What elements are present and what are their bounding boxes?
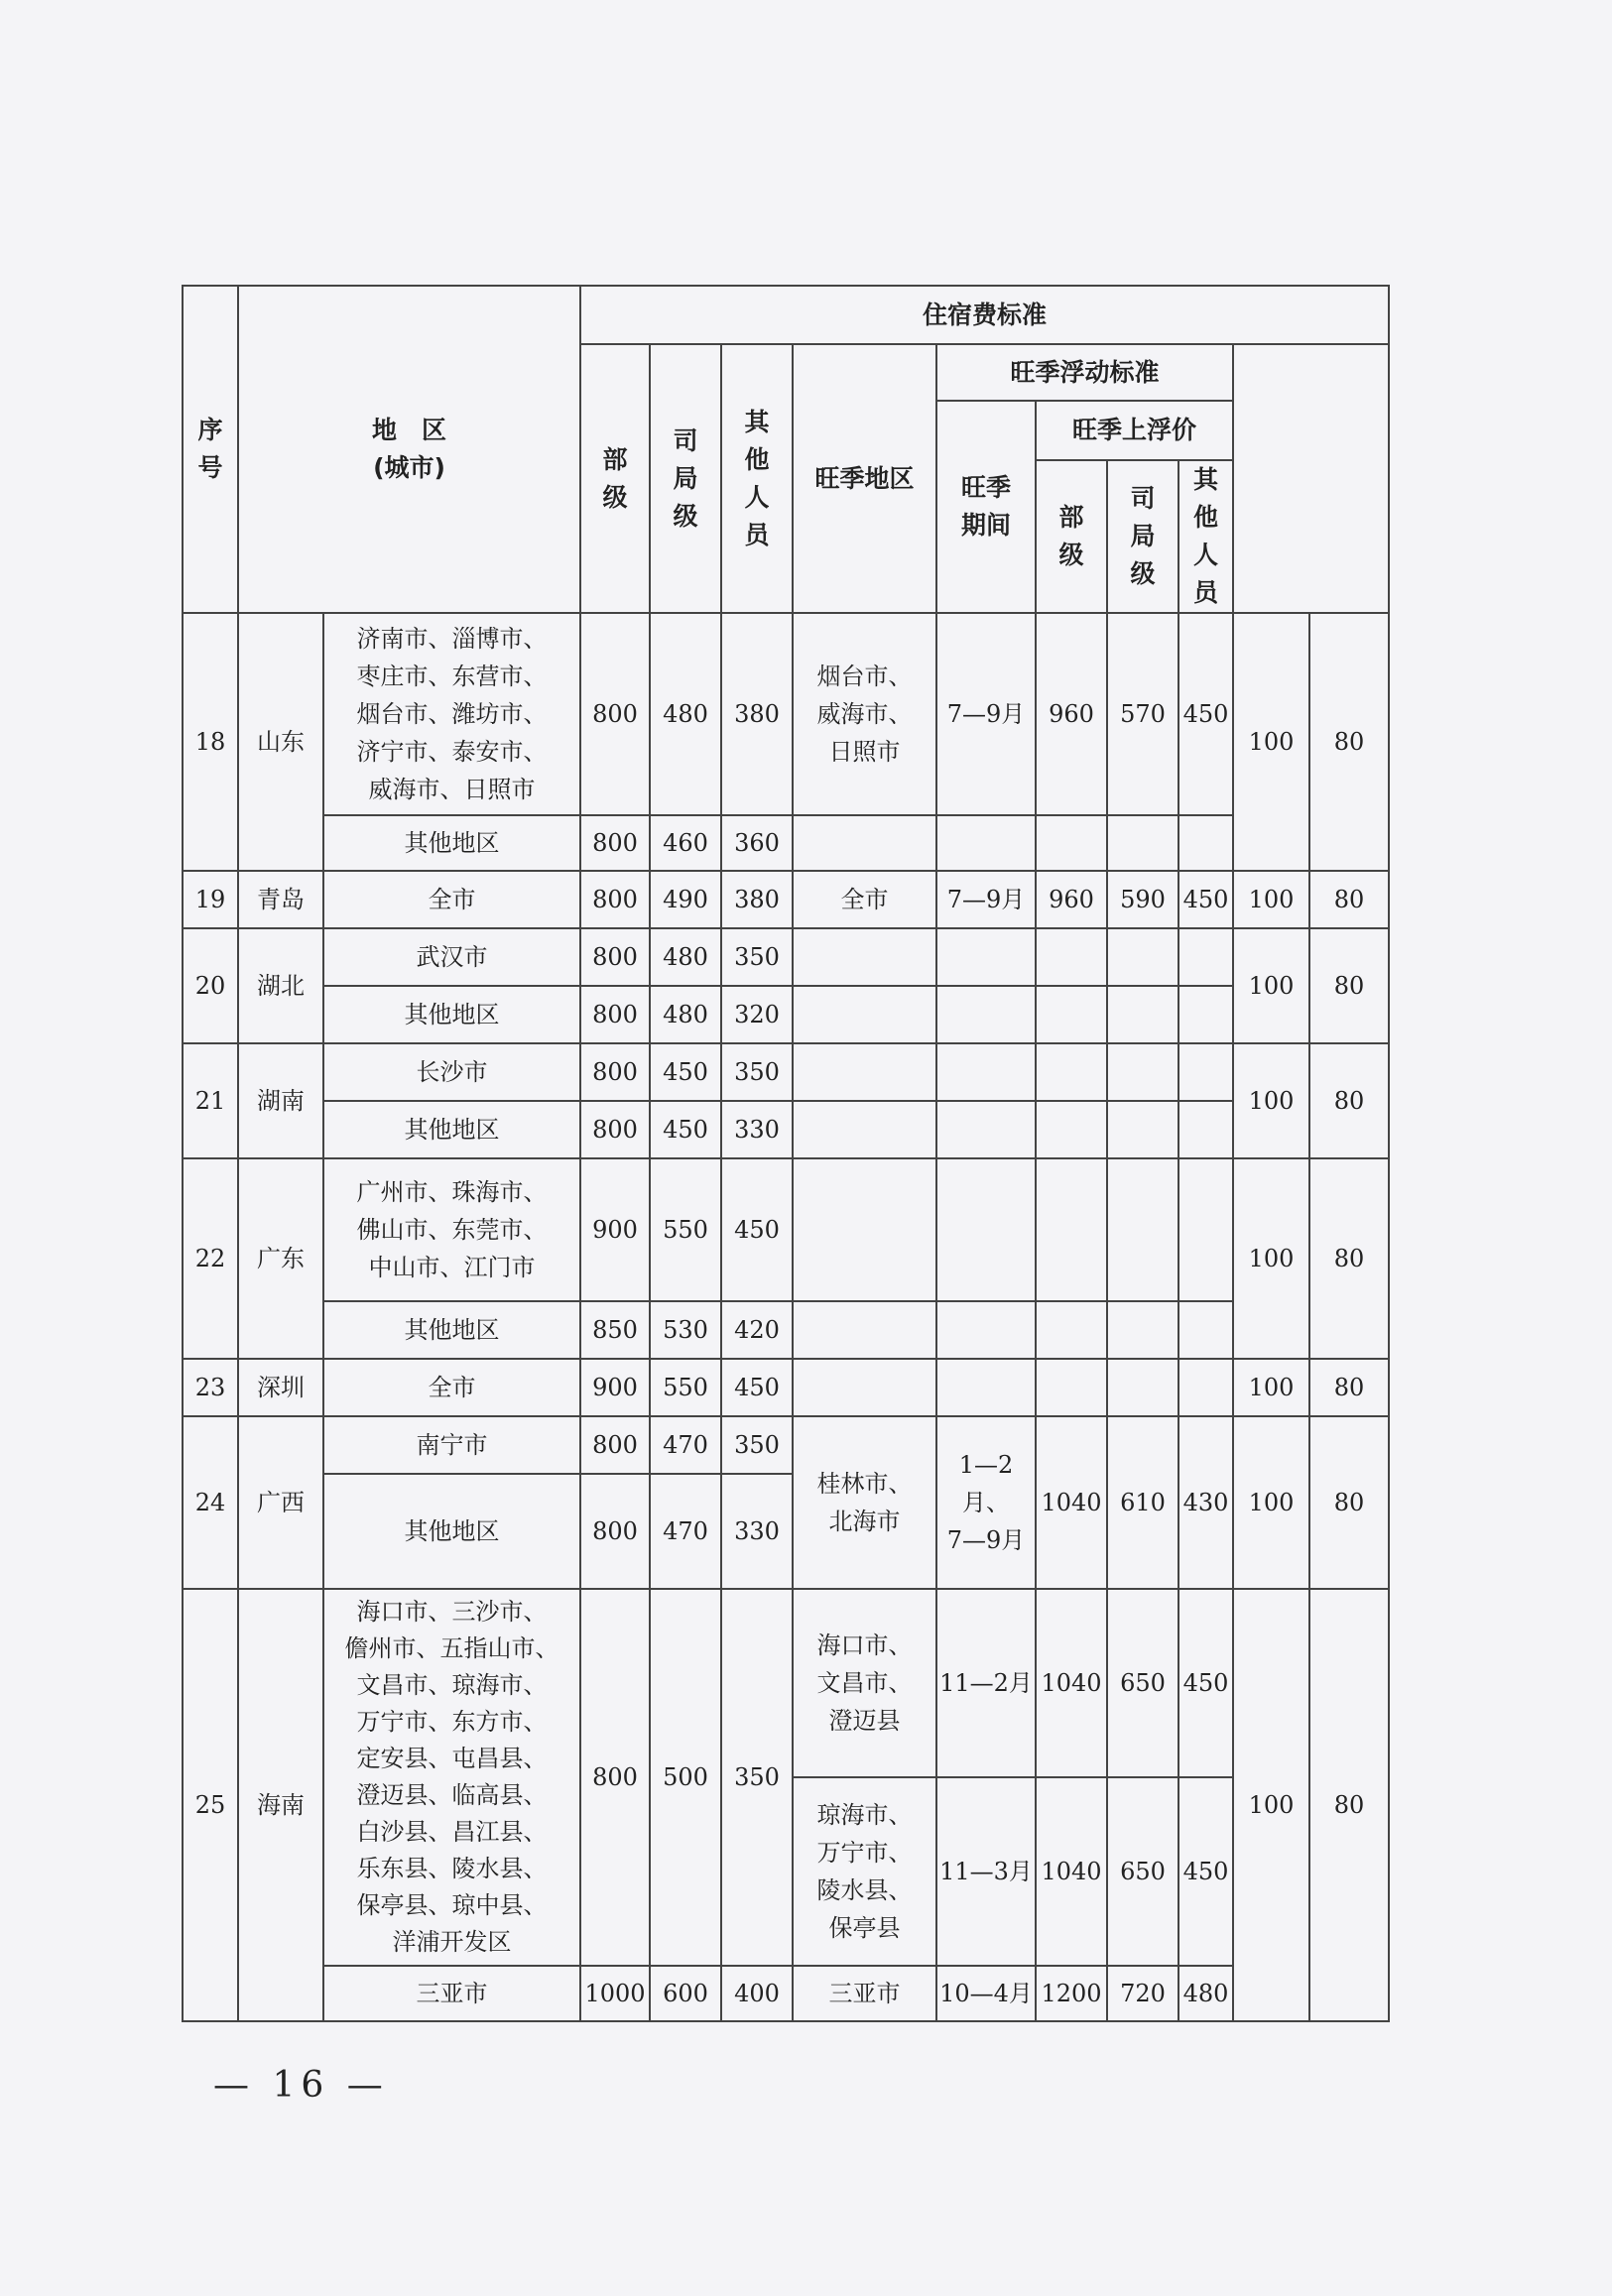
meal-allowance: 100 [1233,1043,1309,1158]
empty-cell [1036,1158,1107,1301]
peak-region: 全市 [793,871,936,928]
header-peak-others: 其他人员 [1178,460,1233,613]
table-row [183,1416,1389,1474]
ministry-rate: 850 [580,1301,650,1359]
ministry-rate: 800 [580,815,650,871]
empty-cell [1178,928,1233,986]
misc-fee: 80 [1309,928,1389,1043]
province-name: 湖北 [238,928,323,1043]
peak-period: 1—2月、 7—9月 [936,1416,1036,1589]
row-number: 24 [183,1416,238,1589]
row-number: 19 [183,871,238,928]
peak-ministry-rate: 1040 [1036,1777,1107,1966]
city-list: 海口市、三沙市、 儋州市、五指山市、 文昌市、琼海市、 万宁市、东方市、 定安县、屯昌县、 澄迈县、临高县、 白沙县、昌江县、 乐东县、陵水县、 保亭县、琼中县、 洋浦开发区 [323,1589,580,1966]
empty-cell [1178,1101,1233,1158]
empty-cell [1178,1359,1233,1416]
peak-ministry-rate: 1200 [1036,1966,1107,2021]
table-row [183,1101,1389,1158]
peak-region: 海口市、 文昌市、 澄迈县 [793,1589,936,1777]
others-rate: 450 [721,1359,793,1416]
province-name: 湖南 [238,1043,323,1158]
misc-fee: 80 [1309,613,1389,871]
city-list: 三亚市 [323,1966,580,2021]
empty-cell [1107,1359,1178,1416]
others-rate: 450 [721,1158,793,1301]
table-row [183,1966,1389,2021]
empty-cell [1178,986,1233,1043]
bureau-rate: 450 [650,1101,721,1158]
ministry-rate: 900 [580,1158,650,1301]
empty-cell [793,928,936,986]
table-row [183,986,1389,1043]
lodging-fee-table [182,285,1390,2022]
peak-ministry-rate: 1040 [1036,1416,1107,1589]
bureau-rate: 480 [650,986,721,1043]
empty-cell [936,815,1036,871]
province-name: 山东 [238,613,323,871]
empty-cell [1107,986,1178,1043]
empty-cell [1107,1301,1178,1359]
row-number: 23 [183,1359,238,1416]
peak-bureau-rate: 590 [1107,871,1178,928]
empty-cell [1178,1301,1233,1359]
city-list: 全市 [323,1359,580,1416]
peak-bureau-rate: 650 [1107,1777,1178,1966]
province-name: 青岛 [238,871,323,928]
header-others: 其他人员 [721,344,793,613]
ministry-rate: 800 [580,1416,650,1474]
others-rate: 350 [721,1416,793,1474]
header-ministry: 部级 [580,344,650,613]
peak-ministry-rate: 960 [1036,613,1107,815]
peak-ministry-rate: 1040 [1036,1589,1107,1777]
peak-others-rate: 450 [1178,1777,1233,1966]
empty-cell [793,986,936,1043]
peak-others-rate: 430 [1178,1416,1233,1589]
bureau-rate: 480 [650,928,721,986]
others-rate: 350 [721,928,793,986]
province-name: 广东 [238,1158,323,1359]
header-region: 地 区 (城市) [238,286,580,613]
others-rate: 330 [721,1474,793,1589]
meal-allowance: 100 [1233,1416,1309,1589]
city-list: 长沙市 [323,1043,580,1101]
bureau-rate: 600 [650,1966,721,2021]
empty-cell [793,1158,936,1301]
row-number: 22 [183,1158,238,1359]
ministry-rate: 800 [580,1474,650,1589]
peak-ministry-rate: 960 [1036,871,1107,928]
page-number: — 16 — [213,2065,389,2106]
meal-allowance: 100 [1233,1158,1309,1359]
bureau-rate: 550 [650,1158,721,1301]
peak-others-rate: 450 [1178,613,1233,815]
row-number: 18 [183,613,238,871]
city-list: 其他地区 [323,815,580,871]
province-name: 海南 [238,1589,323,2021]
ministry-rate: 800 [580,871,650,928]
empty-cell [1036,815,1107,871]
others-rate: 350 [721,1043,793,1101]
peak-region: 琼海市、 万宁市、 陵水县、 保亭县 [793,1777,936,1966]
misc-fee: 80 [1309,1158,1389,1359]
bureau-rate: 470 [650,1474,721,1589]
empty-cell [793,1101,936,1158]
others-rate: 330 [721,1101,793,1158]
table-row [183,1359,1389,1416]
table-row [183,928,1389,986]
header-peak-period: 旺季期间 [936,401,1036,613]
city-list: 其他地区 [323,986,580,1043]
meal-allowance: 100 [1233,613,1309,871]
bureau-rate: 530 [650,1301,721,1359]
ministry-rate: 800 [580,928,650,986]
others-rate: 400 [721,1966,793,2021]
table-row [183,815,1389,871]
peak-bureau-rate: 570 [1107,613,1178,815]
empty-cell [1107,1043,1178,1101]
city-list: 其他地区 [323,1301,580,1359]
misc-fee: 80 [1309,1416,1389,1589]
table-row [183,871,1389,928]
empty-cell [936,1101,1036,1158]
row-number: 20 [183,928,238,1043]
ministry-rate: 900 [580,1359,650,1416]
empty-cell [1178,1158,1233,1301]
peak-bureau-rate: 650 [1107,1589,1178,1777]
row-number: 25 [183,1589,238,2021]
ministry-rate: 800 [580,986,650,1043]
header-lodging: 住宿费标准 [580,286,1389,344]
header-peak-bureau: 司局级 [1107,460,1178,613]
empty-cell [1178,815,1233,871]
empty-cell [1107,815,1178,871]
empty-cell [1036,1359,1107,1416]
province-name: 深圳 [238,1359,323,1416]
bureau-rate: 500 [650,1589,721,1966]
peak-period: 7—9月 [936,613,1036,815]
misc-fee: 80 [1309,1589,1389,2021]
others-rate: 380 [721,613,793,815]
empty-cell [793,815,936,871]
table-row [183,1589,1389,1777]
bureau-rate: 550 [650,1359,721,1416]
empty-cell [936,1043,1036,1101]
ministry-rate: 800 [580,1043,650,1101]
province-name: 广西 [238,1416,323,1589]
table-row [183,1301,1389,1359]
city-list: 全市 [323,871,580,928]
bureau-rate: 490 [650,871,721,928]
peak-region: 烟台市、 威海市、 日照市 [793,613,936,815]
empty-cell [1036,1043,1107,1101]
others-rate: 320 [721,986,793,1043]
others-rate: 350 [721,1589,793,1966]
empty-cell [936,1359,1036,1416]
others-rate: 360 [721,815,793,871]
meal-allowance: 100 [1233,871,1309,928]
empty-cell [1036,986,1107,1043]
header-peak-ministry: 部级 [1036,460,1107,613]
peak-others-rate: 450 [1178,871,1233,928]
peak-period: 11—3月 [936,1777,1036,1966]
bureau-rate: 480 [650,613,721,815]
bureau-rate: 460 [650,815,721,871]
empty-cell [1178,1043,1233,1101]
ministry-rate: 800 [580,1589,650,1966]
header-seq: 序号 [183,286,238,613]
header-peak-up: 旺季上浮价 [1036,401,1233,460]
empty-cell [1036,1301,1107,1359]
empty-cell [1107,928,1178,986]
peak-others-rate: 450 [1178,1589,1233,1777]
empty-cell [936,1158,1036,1301]
header-peak-float: 旺季浮动标准 [936,344,1233,401]
empty-cell [1107,1101,1178,1158]
empty-cell [793,1301,936,1359]
meal-allowance: 100 [1233,1589,1309,2021]
table-row [183,613,1389,815]
city-list: 广州市、珠海市、 佛山市、东莞市、 中山市、江门市 [323,1158,580,1301]
misc-fee: 80 [1309,871,1389,928]
header-bureau: 司局级 [650,344,721,613]
empty-cell [936,986,1036,1043]
city-list: 其他地区 [323,1101,580,1158]
empty-cell [1036,928,1107,986]
ministry-rate: 1000 [580,1966,650,2021]
empty-cell [1036,1101,1107,1158]
peak-region: 桂林市、 北海市 [793,1416,936,1589]
others-rate: 420 [721,1301,793,1359]
peak-bureau-rate: 720 [1107,1966,1178,2021]
table-row [183,1158,1389,1301]
meal-allowance: 100 [1233,928,1309,1043]
bureau-rate: 450 [650,1043,721,1101]
table-row [183,1043,1389,1101]
peak-period: 10—4月 [936,1966,1036,2021]
ministry-rate: 800 [580,1101,650,1158]
peak-bureau-rate: 610 [1107,1416,1178,1589]
empty-cell [936,1301,1036,1359]
city-list: 南宁市 [323,1416,580,1474]
ministry-rate: 800 [580,613,650,815]
empty-cell [793,1043,936,1101]
city-list: 其他地区 [323,1474,580,1589]
peak-period: 7—9月 [936,871,1036,928]
peak-region: 三亚市 [793,1966,936,2021]
city-list: 武汉市 [323,928,580,986]
misc-fee: 80 [1309,1359,1389,1416]
others-rate: 380 [721,871,793,928]
empty-cell [1107,1158,1178,1301]
empty-cell [793,1359,936,1416]
empty-cell [936,928,1036,986]
peak-others-rate: 480 [1178,1966,1233,2021]
bureau-rate: 470 [650,1416,721,1474]
header-peak-region: 旺季地区 [793,344,936,613]
misc-fee: 80 [1309,1043,1389,1158]
row-number: 21 [183,1043,238,1158]
peak-period: 11—2月 [936,1589,1036,1777]
meal-allowance: 100 [1233,1359,1309,1416]
city-list: 济南市、淄博市、 枣庄市、东营市、 烟台市、潍坊市、 济宁市、泰安市、 威海市、日照市 [323,613,580,815]
